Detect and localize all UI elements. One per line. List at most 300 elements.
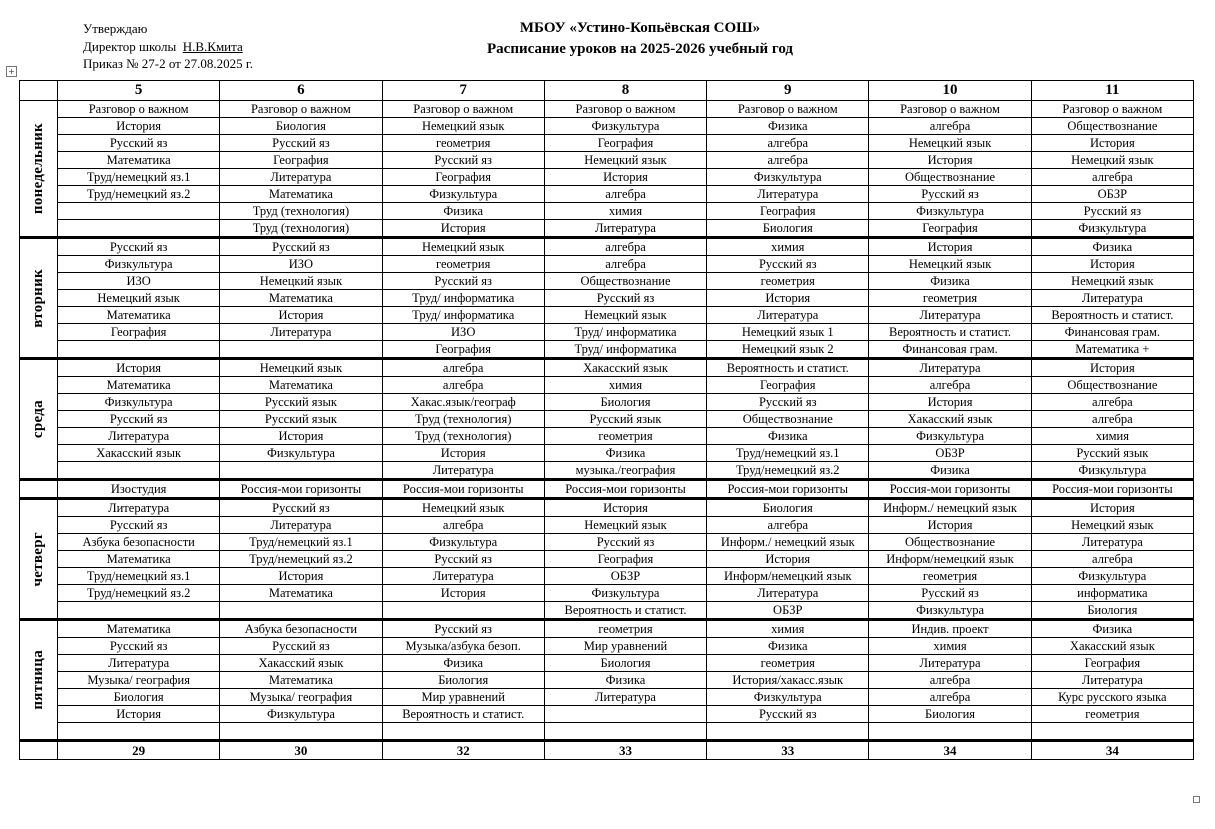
lesson-cell: химия — [544, 203, 706, 220]
lesson-cell: Труд (технология) — [382, 428, 544, 445]
lesson-cell: Информ./ немецкий язык — [869, 499, 1031, 517]
lesson-cell: Физика — [707, 638, 869, 655]
lesson-cell: Физкультура — [382, 186, 544, 203]
lesson-row — [20, 638, 1194, 655]
lesson-cell: История — [382, 445, 544, 462]
lesson-cell: История — [58, 706, 220, 723]
lesson-cell: Индив. проект — [869, 620, 1031, 638]
lesson-cell: Физика — [382, 655, 544, 672]
lesson-cell: Русский яз — [707, 394, 869, 411]
lesson-cell: Хакасский язык — [1031, 638, 1193, 655]
lesson-cell: Литература — [58, 499, 220, 517]
grade-header: 5 — [58, 81, 220, 101]
lesson-cell: Русский яз — [220, 238, 382, 256]
lesson-cell — [58, 462, 220, 480]
lesson-cell: геометрия — [707, 655, 869, 672]
lesson-cell: Русский яз — [1031, 203, 1193, 220]
lesson-cell: География — [869, 220, 1031, 238]
lesson-cell: Физика — [544, 672, 706, 689]
lesson-cell: Литература — [382, 568, 544, 585]
lesson-row — [20, 186, 1194, 203]
lesson-cell: Немецкий язык — [544, 517, 706, 534]
lesson-cell: Россия-мои горизонты — [707, 480, 869, 499]
totals-row — [20, 741, 1194, 760]
lesson-cell: Курс русского языка — [1031, 689, 1193, 706]
lesson-cell: Литература — [544, 220, 706, 238]
lesson-cell: История — [220, 428, 382, 445]
lesson-cell: Мир уравнений — [544, 638, 706, 655]
lesson-row — [20, 551, 1194, 568]
table-move-handle-icon[interactable]: + — [6, 66, 17, 77]
lesson-cell: География — [220, 152, 382, 169]
lesson-cell: Немецкий язык — [1031, 517, 1193, 534]
lesson-cell: Русский язык — [220, 411, 382, 428]
lesson-cell: Биология — [544, 394, 706, 411]
lesson-cell: Обществознание — [869, 534, 1031, 551]
lesson-cell: Разговор о важном — [1031, 101, 1193, 118]
lesson-cell: Математика — [220, 377, 382, 394]
lesson-cell: Литература — [1031, 672, 1193, 689]
lesson-cell: химия — [544, 377, 706, 394]
lesson-cell: Труд (технология) — [220, 220, 382, 238]
lesson-cell — [869, 723, 1031, 741]
grade-header: 9 — [707, 81, 869, 101]
lesson-row — [20, 499, 1194, 517]
lesson-cell — [1031, 723, 1193, 741]
lesson-cell: Математика — [220, 585, 382, 602]
weekly-total: 34 — [1031, 741, 1193, 760]
lesson-row — [20, 256, 1194, 273]
lesson-row — [20, 238, 1194, 256]
lesson-cell: Труд/немецкий яз.2 — [58, 585, 220, 602]
lesson-cell: Русский яз — [382, 152, 544, 169]
lesson-cell — [382, 602, 544, 620]
lesson-cell: химия — [707, 238, 869, 256]
director-name: Н.В.Кмита — [182, 38, 243, 54]
lesson-cell: Россия-мои горизонты — [220, 480, 382, 499]
director-prefix: Директор школы — [83, 38, 177, 54]
lesson-cell: Россия-мои горизонты — [869, 480, 1031, 499]
lesson-cell: Вероятность и статист. — [382, 706, 544, 723]
weekly-total: 29 — [58, 741, 220, 760]
lesson-cell: Русский яз — [544, 290, 706, 307]
lesson-cell: Русский яз — [58, 238, 220, 256]
lesson-cell: Труд/немецкий яз.1 — [58, 568, 220, 585]
lesson-row — [20, 118, 1194, 135]
day-name: вторник — [30, 268, 46, 328]
lesson-cell: алгебра — [869, 672, 1031, 689]
lesson-cell: Физкультура — [1031, 220, 1193, 238]
lesson-row — [20, 273, 1194, 290]
lesson-cell: ОБЗР — [544, 568, 706, 585]
lesson-cell: Литература — [544, 689, 706, 706]
lesson-cell: История — [544, 169, 706, 186]
lesson-cell: Немецкий язык — [869, 256, 1031, 273]
lesson-cell: География — [707, 203, 869, 220]
lesson-cell: Труд/немецкий яз.1 — [58, 169, 220, 186]
lesson-row — [20, 341, 1194, 359]
weekly-total: 33 — [707, 741, 869, 760]
lesson-cell: Немецкий язык — [382, 499, 544, 517]
lesson-cell: Русский яз — [707, 256, 869, 273]
lesson-cell: История — [1031, 499, 1193, 517]
lesson-cell: Математика — [58, 307, 220, 324]
lesson-cell: Литература — [220, 169, 382, 186]
lesson-cell: Немецкий язык — [544, 152, 706, 169]
lesson-cell: Русский яз — [382, 273, 544, 290]
lesson-cell: Математика — [58, 551, 220, 568]
lesson-cell: Музыка/ география — [220, 689, 382, 706]
lesson-cell: Литература — [707, 585, 869, 602]
lesson-cell: История — [869, 238, 1031, 256]
lesson-cell: История — [869, 152, 1031, 169]
lesson-cell: геометрия — [382, 256, 544, 273]
lesson-cell — [544, 706, 706, 723]
lesson-cell — [707, 723, 869, 741]
lesson-cell: химия — [1031, 428, 1193, 445]
lesson-cell: Русский язык — [220, 394, 382, 411]
lesson-cell: Литература — [220, 517, 382, 534]
grade-header: 6 — [220, 81, 382, 101]
lesson-row — [20, 377, 1194, 394]
lesson-cell: Русский яз — [382, 620, 544, 638]
schedule-table — [19, 80, 1194, 760]
lesson-cell: алгебра — [382, 377, 544, 394]
approval-block — [83, 20, 253, 73]
lesson-cell: Физкультура — [382, 534, 544, 551]
lesson-cell — [58, 723, 220, 741]
lesson-cell: Труд (технология) — [220, 203, 382, 220]
lesson-cell: Труд/ информатика — [544, 341, 706, 359]
lesson-cell: Биология — [544, 655, 706, 672]
lesson-row — [20, 655, 1194, 672]
lesson-cell: Труд/немецкий яз.2 — [58, 186, 220, 203]
lesson-cell: химия — [869, 638, 1031, 655]
lesson-cell: История — [58, 359, 220, 377]
lesson-cell: Финансовая грам. — [1031, 324, 1193, 341]
document-title — [400, 18, 880, 60]
approval-approve: Утверждаю — [83, 21, 148, 36]
lesson-row — [20, 689, 1194, 706]
lesson-cell: Физика — [869, 273, 1031, 290]
lesson-cell: История — [1031, 359, 1193, 377]
lesson-cell: История — [1031, 256, 1193, 273]
lesson-row — [20, 723, 1194, 741]
lesson-cell: Труд/ информатика — [382, 307, 544, 324]
lesson-cell: Разговор о важном — [707, 101, 869, 118]
lesson-cell: ОБЗР — [869, 445, 1031, 462]
day-name: понедельник — [30, 122, 46, 215]
lesson-cell: алгебра — [382, 359, 544, 377]
lesson-cell: Разговор о важном — [382, 101, 544, 118]
lesson-row — [20, 585, 1194, 602]
lesson-cell: Труд/немецкий яз.1 — [707, 445, 869, 462]
lesson-cell: Биология — [707, 220, 869, 238]
lesson-cell: Биология — [869, 706, 1031, 723]
lesson-cell: Физкультура — [1031, 462, 1193, 480]
lesson-cell: алгебра — [869, 689, 1031, 706]
lesson-cell: Изостудия — [58, 480, 220, 499]
lesson-cell: Россия-мои горизонты — [1031, 480, 1193, 499]
lesson-cell: Математика — [220, 186, 382, 203]
grade-header: 8 — [544, 81, 706, 101]
lesson-cell: Литература — [869, 359, 1031, 377]
lesson-cell: Физика — [869, 462, 1031, 480]
lesson-cell: ОБЗР — [1031, 186, 1193, 203]
lesson-cell — [58, 220, 220, 238]
lesson-cell: Хакасский язык — [869, 411, 1031, 428]
lesson-row — [20, 602, 1194, 620]
lesson-cell: Немецкий язык — [220, 359, 382, 377]
lesson-cell — [220, 341, 382, 359]
lesson-cell: Обществознание — [869, 169, 1031, 186]
schedule-subtitle: Расписание уроков на 2025-2026 учебный год — [487, 41, 793, 57]
lesson-cell: Физкультура — [220, 445, 382, 462]
lesson-cell: алгебра — [1031, 551, 1193, 568]
day-cell — [20, 620, 58, 741]
lesson-cell: геометрия — [544, 428, 706, 445]
lesson-cell: История — [707, 551, 869, 568]
approval-director — [83, 38, 253, 56]
lesson-row — [20, 307, 1194, 324]
lesson-row — [20, 480, 1194, 499]
lesson-cell: Музыка/азбука безоп. — [382, 638, 544, 655]
lesson-cell: Математика — [220, 290, 382, 307]
lesson-cell: Математика + — [1031, 341, 1193, 359]
lesson-cell: Математика — [58, 620, 220, 638]
lesson-row — [20, 359, 1194, 377]
lesson-cell: История — [220, 307, 382, 324]
lesson-cell: Физкультура — [1031, 568, 1193, 585]
lesson-cell: Биология — [707, 499, 869, 517]
lesson-cell: Азбука безопасности — [58, 534, 220, 551]
lesson-cell: Финансовая грам. — [869, 341, 1031, 359]
day-cell — [20, 238, 58, 359]
lesson-cell — [382, 723, 544, 741]
lesson-cell: Немецкий язык — [869, 135, 1031, 152]
lesson-cell: геометрия — [869, 290, 1031, 307]
lesson-cell: Русский яз — [220, 638, 382, 655]
lesson-cell: алгебра — [707, 135, 869, 152]
lesson-cell: История — [707, 290, 869, 307]
lesson-cell: Немецкий язык — [382, 118, 544, 135]
lesson-row — [20, 517, 1194, 534]
lesson-cell: Литература — [58, 428, 220, 445]
lesson-cell — [58, 203, 220, 220]
lesson-cell: Музыка/ география — [58, 672, 220, 689]
lesson-cell: Россия-мои горизонты — [382, 480, 544, 499]
lesson-cell: Русский яз — [58, 135, 220, 152]
lesson-cell: Физкультура — [58, 256, 220, 273]
lesson-cell: Литература — [58, 655, 220, 672]
lesson-cell: Литература — [1031, 534, 1193, 551]
lesson-cell: Русский яз — [707, 706, 869, 723]
lesson-cell: История — [1031, 135, 1193, 152]
school-name: МБОУ «Устино-Копьёвская СОШ» — [519, 20, 761, 36]
lesson-cell: ИЗО — [220, 256, 382, 273]
lesson-cell: алгебра — [1031, 411, 1193, 428]
lesson-cell: Физика — [1031, 620, 1193, 638]
lesson-cell: Труд/немецкий яз.2 — [707, 462, 869, 480]
lesson-cell: Информ/немецкий язык — [707, 568, 869, 585]
lesson-cell: Литература — [220, 324, 382, 341]
lesson-cell: геометрия — [544, 620, 706, 638]
lesson-cell: Разговор о важном — [544, 101, 706, 118]
lesson-cell: Немецкий язык — [58, 290, 220, 307]
lesson-cell: Русский яз — [382, 551, 544, 568]
lesson-cell: Хакас.язык/географ — [382, 394, 544, 411]
lesson-cell: Вероятность и статист. — [544, 602, 706, 620]
lesson-row — [20, 462, 1194, 480]
lesson-cell: алгебра — [1031, 394, 1193, 411]
weekly-total: 34 — [869, 741, 1031, 760]
lesson-cell: Немецкий язык — [544, 307, 706, 324]
lesson-row — [20, 135, 1194, 152]
lesson-cell: Физкультура — [58, 394, 220, 411]
lesson-cell: Математика — [220, 672, 382, 689]
lesson-cell: Немецкий язык — [220, 273, 382, 290]
lesson-cell: Физкультура — [869, 203, 1031, 220]
lesson-row — [20, 672, 1194, 689]
lesson-cell: Мир уравнений — [382, 689, 544, 706]
lesson-cell: Обществознание — [544, 273, 706, 290]
lesson-cell: ИЗО — [382, 324, 544, 341]
lesson-cell: География — [1031, 655, 1193, 672]
lesson-cell: Немецкий язык — [1031, 152, 1193, 169]
lesson-cell: Литература — [707, 186, 869, 203]
lesson-cell: Обществознание — [1031, 118, 1193, 135]
lesson-row — [20, 169, 1194, 186]
lesson-cell: История — [544, 499, 706, 517]
lesson-cell: Русский яз — [58, 411, 220, 428]
lesson-cell: География — [382, 341, 544, 359]
lesson-cell: алгебра — [544, 256, 706, 273]
lesson-cell: Немецкий язык 1 — [707, 324, 869, 341]
lesson-cell: Русский яз — [869, 585, 1031, 602]
lesson-cell: Хакасский язык — [544, 359, 706, 377]
lesson-row — [20, 324, 1194, 341]
lesson-cell — [58, 602, 220, 620]
totals-label-cell — [20, 741, 58, 760]
weekly-total: 30 — [220, 741, 382, 760]
lesson-cell: геометрия — [1031, 706, 1193, 723]
lesson-cell — [544, 723, 706, 741]
lesson-cell: музыка./география — [544, 462, 706, 480]
grade-header-row — [20, 81, 1194, 101]
lesson-cell: Разговор о важном — [220, 101, 382, 118]
lesson-cell: ИЗО — [58, 273, 220, 290]
lesson-cell: Математика — [58, 152, 220, 169]
lesson-cell — [58, 341, 220, 359]
lesson-row — [20, 152, 1194, 169]
lesson-row — [20, 428, 1194, 445]
lesson-cell: химия — [707, 620, 869, 638]
lesson-cell: Вероятность и статист. — [707, 359, 869, 377]
lesson-cell: ОБЗР — [707, 602, 869, 620]
lesson-cell: Биология — [220, 118, 382, 135]
lesson-cell: Азбука безопасности — [220, 620, 382, 638]
lesson-cell: Русский язык — [1031, 445, 1193, 462]
lesson-cell: алгебра — [1031, 169, 1193, 186]
lesson-cell: История — [869, 517, 1031, 534]
lesson-cell: Физика — [707, 118, 869, 135]
lesson-cell: История — [869, 394, 1031, 411]
lesson-row — [20, 101, 1194, 118]
lesson-cell: Литература — [869, 307, 1031, 324]
lesson-cell: Немецкий язык — [382, 238, 544, 256]
lesson-cell: Русский яз — [220, 135, 382, 152]
lesson-row — [20, 290, 1194, 307]
lesson-cell: Информ./ немецкий язык — [707, 534, 869, 551]
lesson-cell: геометрия — [707, 273, 869, 290]
lesson-cell: Русский яз — [869, 186, 1031, 203]
lesson-row — [20, 394, 1194, 411]
lesson-cell: География — [707, 377, 869, 394]
lesson-cell: алгебра — [707, 517, 869, 534]
lesson-cell: Физкультура — [220, 706, 382, 723]
lesson-cell: Математика — [58, 377, 220, 394]
approval-order: Приказ № 27-2 от 27.08.2025 г. — [83, 56, 253, 71]
lesson-cell: Разговор о важном — [869, 101, 1031, 118]
lesson-cell: Физкультура — [544, 585, 706, 602]
lesson-cell: Немецкий язык 2 — [707, 341, 869, 359]
lesson-cell: Физкультура — [869, 602, 1031, 620]
lesson-cell: Информ/немецкий язык — [869, 551, 1031, 568]
lesson-cell: Немецкий язык — [1031, 273, 1193, 290]
lesson-cell: алгебра — [707, 152, 869, 169]
lesson-cell: Физкультура — [707, 689, 869, 706]
lesson-cell: Литература — [382, 462, 544, 480]
day-name: четверг — [30, 531, 46, 587]
weekly-total: 32 — [382, 741, 544, 760]
day-cell — [20, 101, 58, 238]
lesson-cell: Биология — [1031, 602, 1193, 620]
lesson-cell: Литература — [1031, 290, 1193, 307]
lesson-cell: География — [58, 324, 220, 341]
lesson-cell — [220, 723, 382, 741]
lesson-cell: Русский яз — [58, 638, 220, 655]
lesson-cell — [220, 462, 382, 480]
table-resize-handle[interactable] — [1193, 796, 1200, 803]
lesson-cell: Труд/немецкий яз.2 — [220, 551, 382, 568]
grade-header: 11 — [1031, 81, 1193, 101]
lesson-cell: Русский яз — [220, 499, 382, 517]
lesson-cell: Физика — [1031, 238, 1193, 256]
day-cell — [20, 499, 58, 620]
day-cell — [20, 480, 58, 499]
lesson-cell: Литература — [707, 307, 869, 324]
lesson-cell: геометрия — [382, 135, 544, 152]
lesson-cell: Труд/немецкий яз.1 — [220, 534, 382, 551]
lesson-cell: Хакасский язык — [220, 655, 382, 672]
lesson-row — [20, 445, 1194, 462]
lesson-cell: Вероятность и статист. — [1031, 307, 1193, 324]
header-corner-cell — [20, 81, 58, 101]
lesson-cell: Труд/ информатика — [544, 324, 706, 341]
lesson-cell: алгебра — [869, 377, 1031, 394]
lesson-cell: Физика — [382, 203, 544, 220]
lesson-cell: геометрия — [869, 568, 1031, 585]
lesson-cell: Русский яз — [58, 517, 220, 534]
weekly-total: 33 — [544, 741, 706, 760]
lesson-cell: История — [220, 568, 382, 585]
lesson-cell: алгебра — [382, 517, 544, 534]
lesson-cell: География — [544, 135, 706, 152]
lesson-cell: Биология — [382, 672, 544, 689]
lesson-cell: Литература — [869, 655, 1031, 672]
day-name: пятница — [30, 650, 46, 710]
lesson-cell — [220, 602, 382, 620]
